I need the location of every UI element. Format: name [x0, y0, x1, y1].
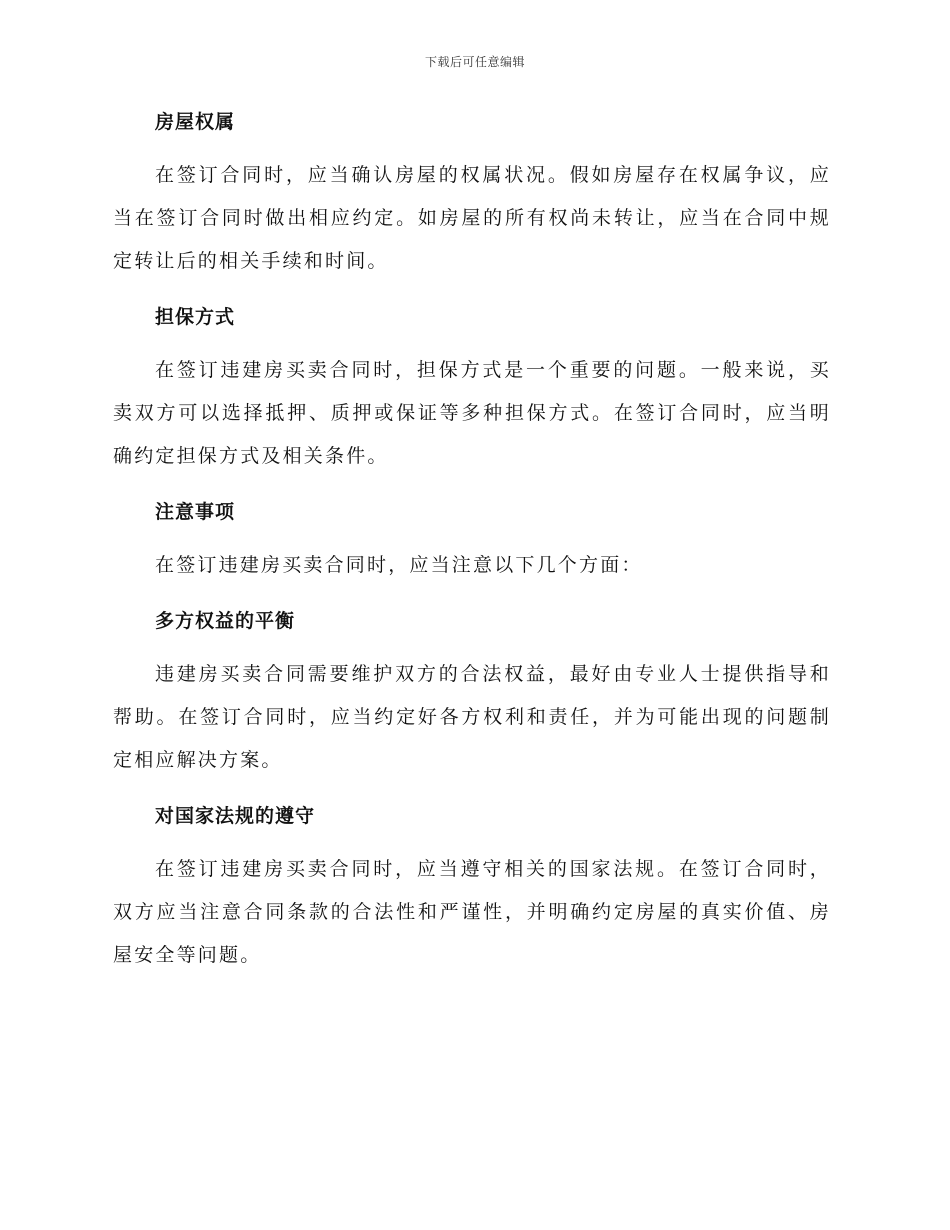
- section-balance-of-interests: [113, 607, 831, 782]
- section-paragraph: 在签订违建房买卖合同时，担保方式是一个重要的问题。一般来说，买卖双方可以选择抵押、质押或保证等多种担保方式。在签订合同时，应当明确约定担保方式及相关条件。: [113, 359, 831, 467]
- section-paragraph: 在签订合同时，应当确认房屋的权属状况。假如房屋存在权属争议，应当在签订合同时做出相应约定。如房屋的所有权尚未转让，应当在合同中规定转让后的相关手续和时间。: [113, 164, 831, 272]
- section-heading: 对国家法规的遵守: [155, 805, 316, 827]
- section-guarantee-method: [113, 303, 831, 478]
- section-property-ownership: [113, 108, 831, 283]
- section-heading: 担保方式: [155, 306, 236, 328]
- section-heading: 房屋权属: [155, 111, 236, 133]
- section-paragraph: 在签订违建房买卖合同时，应当遵守相关的国家法规。在签订合同时，双方应当注意合同条款的合法性和严谨性，并明确约定房屋的真实价值、房屋安全等问题。: [113, 858, 831, 966]
- section-paragraph: 违建房买卖合同需要维护双方的合法权益，最好由专业人士提供指导和帮助。在签订合同时，应当约定好各方权利和责任，并为可能出现的问题制定相应解决方案。: [113, 663, 831, 771]
- header-note: 下载后可任意编辑: [424, 55, 525, 69]
- section-paragraph: 在签订违建房买卖合同时，应当注意以下几个方面：: [155, 554, 643, 576]
- section-heading: 多方权益的平衡: [155, 610, 296, 632]
- section-heading: 注意事项: [155, 501, 236, 523]
- document-body: [113, 108, 831, 997]
- section-notes: [113, 498, 831, 587]
- section-legal-compliance: [113, 802, 831, 977]
